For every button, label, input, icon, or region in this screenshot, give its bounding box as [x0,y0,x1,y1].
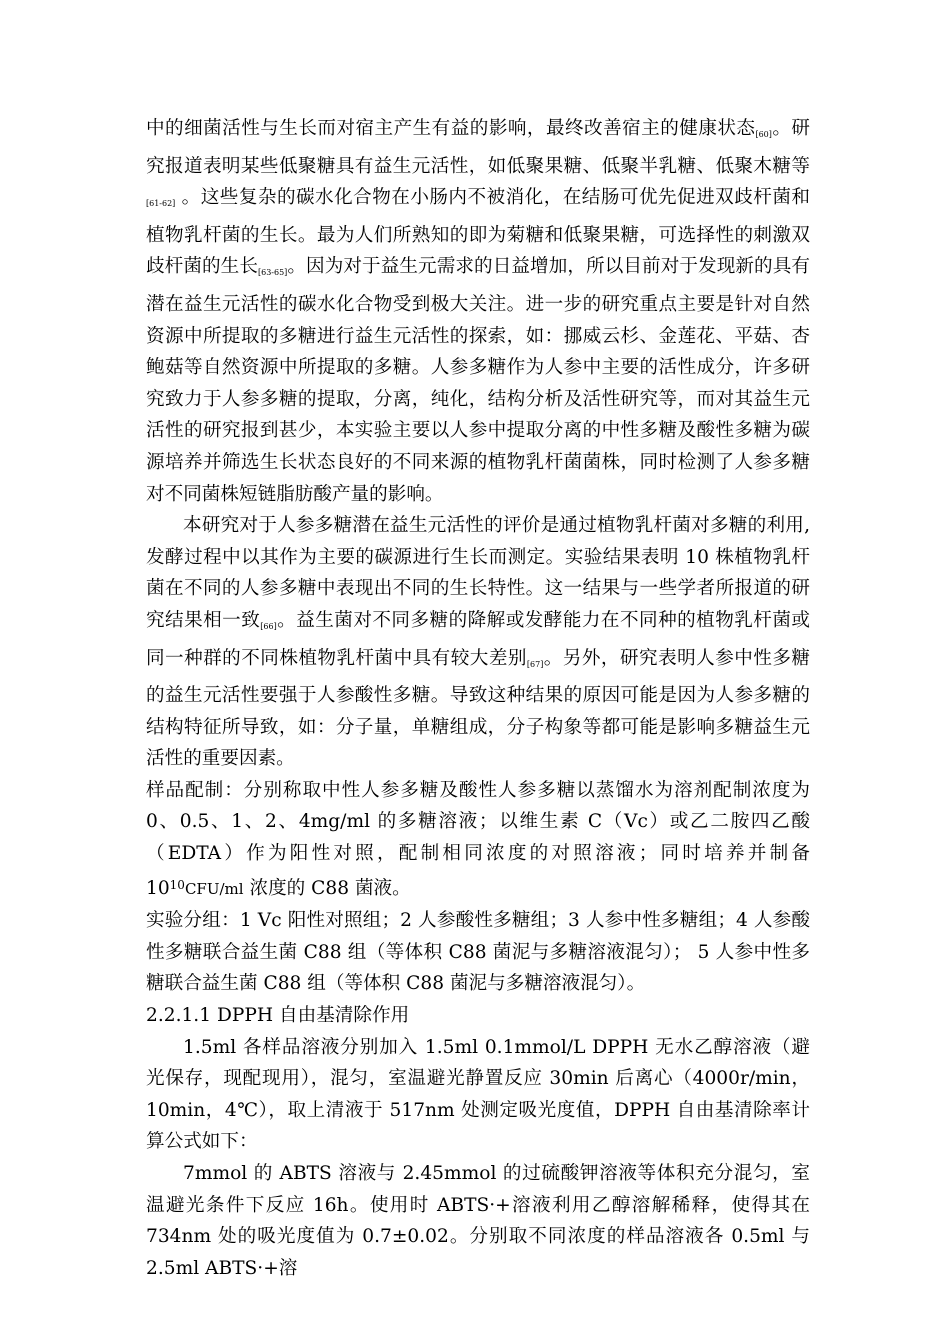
text-run: 7mmol 的 ABTS 溶液与 2.45mmol 的过硫酸钾溶液等体积充分混匀，室温避光条件下反应 16h。使用时 ABTS·+溶液利用乙醇溶解稀释，使得其在 734nm 处的吸光度值为 0.7±0.02。分别取不同浓度的样品溶液各 0.5ml 与 2.5ml ABTS·+溶 [146,1163,810,1279]
paragraph-experiment-groups [146,905,810,1000]
text-run: 本研究对于人参多糖潜在益生元活性的评价是通过植物乳杆菌对多糖的利用,发酵过程中以其作为主要的碳源进行生长而测定。实验结果表明 10 株植物乳杆菌在不同的人参多糖中表现出不同的生长特性。这一结果与一些学者所报道的研究结果相一致 [146,515,810,631]
citation-ref: [66] [260,621,277,631]
text-run: 。这些复杂的碳水化合物在小肠内不被消化，在结肠可优先促进双歧杆菌和植物乳杆菌的生长。最为人们所熟知的即为菊糖和低聚果糖，可选择性的刺激双歧杆菌的生长 [146,187,810,278]
citation-ref: [63-65] [258,268,288,278]
paragraph-prebiotic-background [146,113,810,510]
text-run: 实验分组：1 Vc 阳性对照组；2 人参酸性多糖组；3 人参中性多糖组；4 人参酸性多糖联合益生菌 C88 组（等体积 C88 菌泥与多糖溶液混匀）； 5 人参中性多糖联合益生菌 C88 组（等体积 C88 菌泥与多糖溶液混匀）。 [146,910,810,995]
text-run: 中的细菌活性与生长而对宿主产生有益的影响，最终改善宿主的健康状态 [146,118,756,139]
paragraph-sample-preparation [146,775,810,905]
text-run: 。因为对于益生元需求的日益增加，所以目前对于发现新的具有潜在益生元活性的碳水化合物受到极大关注。进一步的研究重点主要是针对自然资源中所提取的多糖进行益生元活性的探索，如：挪威云杉、金莲花、平菇、杏鲍菇等自然资源中所提取的多糖。人参多糖作为人参中主要的活性成分，许多研究致力于人参多糖的提取，分离，纯化，结构分析及活性研究等，而对其益生元活性的研究报到甚少，本实验主要以人参中提取分离的中性多糖及酸性多糖为碳源培养并筛选生长状态良好的不同来源的植物乳杆菌菌株，同时检测了人参多糖对不同菌株短链脂肪酸产量的影响。 [146,256,810,505]
section-heading [146,1000,810,1032]
citation-ref: [60] [755,130,772,139]
text-run: 。益生菌对不同多糖的降解或发酵能力在不同种的植物乳杆菌或同一种群的不同株植物乳杆菌中具有较大差别 [146,609,810,669]
paragraph-abts-method [146,1158,810,1284]
paragraph-evaluation [146,510,810,775]
citation-ref: [61-62] [146,199,176,209]
text-run: 样品配制：分别称取中性人参多糖及酸性人参多糖以蒸馏水为溶剂配制浓度为 0、0.5、1、2、4mg/ml 的多糖溶液；以维生素 C（Vc）或乙二胺四乙酸（EDTA）作为阳性对照，配制相同浓度的对照溶液；同时培养并制备 10 [146,779,810,899]
citation-ref: [67] [526,659,544,669]
text-run: 。研究报道表明某些低聚糖具有益生元活性，如低聚果糖、低聚半乳糖、低聚木糖等 [146,118,810,177]
superscript-exponent: 10 [169,877,185,892]
heading-text: 2.2.1.1 DPPH 自由基清除作用 [146,1005,410,1027]
body-text [146,113,810,1284]
paragraph-dpph-method [146,1032,810,1158]
text-run: 。另外，研究表明人参中性多糖的益生元活性要强于人参酸性多糖。导致这种结果的原因可能是因为人参多糖的结构特征所导致，如：分子量，单糖组成，分子构象等都可能是影响多糖益生元活性的重要因素。 [146,647,810,770]
unit-text: CFU/ml [184,879,244,898]
text-run: 浓度的 C88 菌液。 [243,877,411,899]
text-run: 1.5ml 各样品溶液分别加入 1.5ml 0.1mmol/L DPPH 无水乙醇溶液（避光保存，现配现用），混匀，室温避光静置反应 30min 后离心（4000r/min，10min，4℃），取上清液于 517nm 处测定吸光度值，DPPH 自由基清除率计算公式如下： [146,1036,810,1153]
